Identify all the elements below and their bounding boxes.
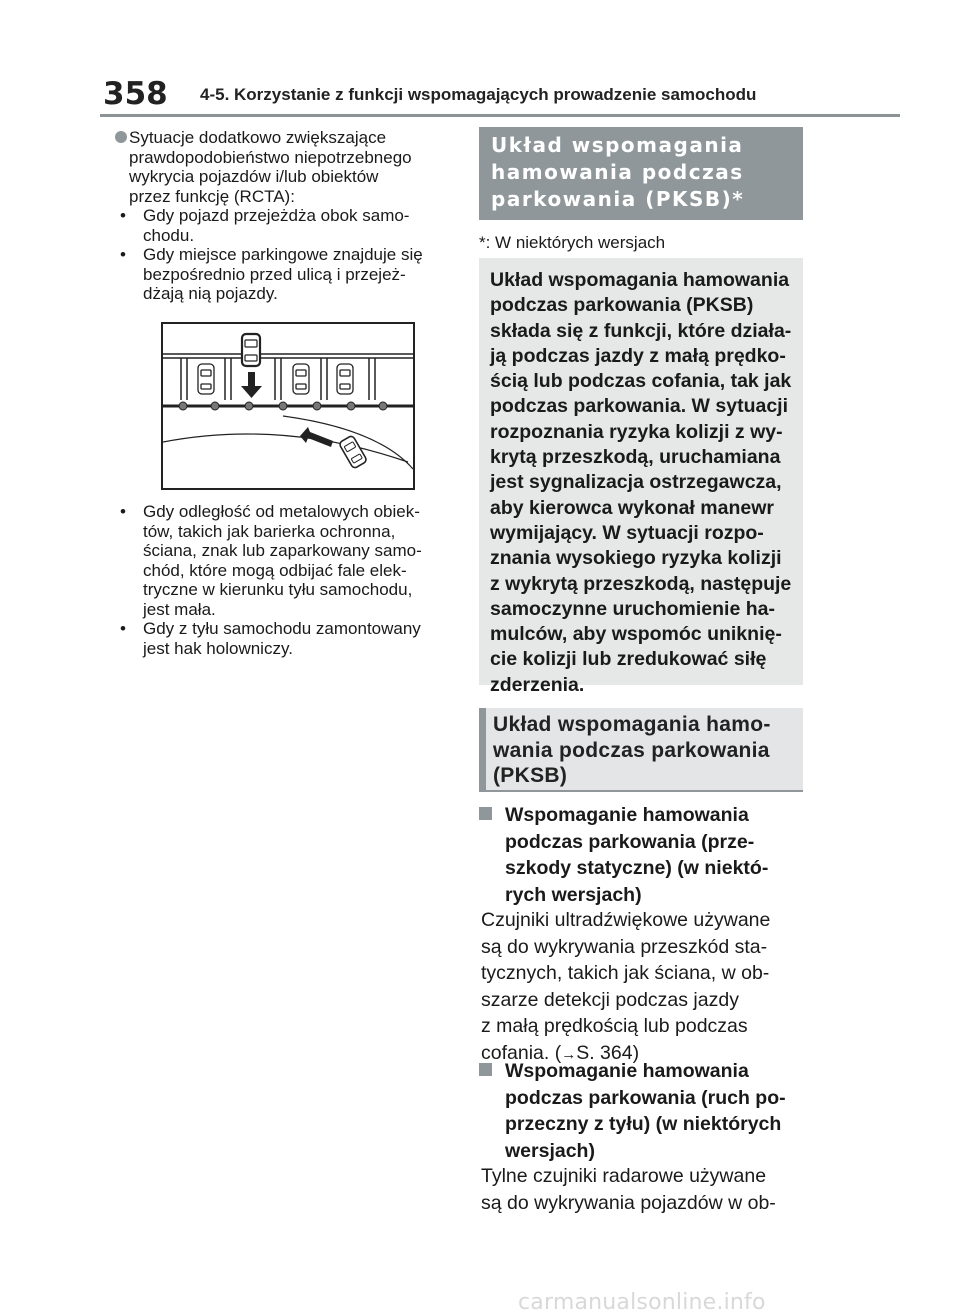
road-curve bbox=[163, 434, 408, 462]
bullet-symbol: • bbox=[120, 206, 126, 225]
page-number: 358 bbox=[103, 76, 168, 112]
heading-line: (PKSB) bbox=[493, 764, 568, 787]
header-rule bbox=[100, 114, 900, 117]
bullet-line: Gdy odległość od metalowych obiek- bbox=[143, 502, 420, 521]
summary-line: rozpoznania ryzyka kolizji z wy- bbox=[490, 420, 783, 443]
down-arrow-icon bbox=[241, 372, 262, 398]
gray-square-bullet-icon bbox=[479, 1063, 492, 1076]
approaching-car bbox=[339, 435, 368, 469]
bullet-symbol: • bbox=[120, 245, 126, 264]
bullet-line: jest hak holowniczy. bbox=[143, 638, 293, 658]
summary-line: składa się z funkcji, które działa- bbox=[490, 319, 792, 342]
bullet-item bbox=[115, 206, 455, 245]
summary-box bbox=[479, 258, 803, 696]
bullet-symbol: • bbox=[120, 619, 126, 638]
intro-line: Sytuacje dodatkowo zwiększające bbox=[129, 128, 387, 147]
bullet-item bbox=[115, 619, 460, 658]
paragraph-text: cofania. ( bbox=[481, 1041, 562, 1064]
summary-line: cie kolizji lub zredukować siłę bbox=[490, 648, 767, 671]
paragraph-line: Tylne czujniki radarowe używane bbox=[481, 1165, 767, 1187]
subsection-heading-text bbox=[493, 712, 803, 789]
summary-line: podczas parkowania. W sytuacji bbox=[490, 395, 789, 418]
intro-item bbox=[115, 128, 455, 206]
subsection-heading bbox=[479, 708, 803, 792]
summary-line: ją podczas jazdy z małą prędko- bbox=[490, 344, 786, 367]
paragraph-line: są do wykrywania przeszkód sta- bbox=[481, 935, 768, 958]
footnote: *: W niektórych wersjach bbox=[479, 233, 666, 252]
left-column-bottom bbox=[115, 502, 460, 658]
heading-line: Układ wspomagania hamo- bbox=[493, 713, 771, 736]
bullet-symbol: • bbox=[120, 502, 126, 521]
bullet-line: tów, takich jak barierka ochronna, bbox=[143, 521, 396, 541]
parking-illustration bbox=[161, 322, 415, 490]
intro-line: wykrycia pojazdów i/lub obiektów bbox=[129, 167, 379, 186]
bullet-item bbox=[115, 245, 455, 304]
summary-line: wymijający. W sytuacji rozpo- bbox=[490, 521, 764, 544]
heading-line: wania podczas parkowania bbox=[493, 738, 770, 762]
summary-line: z wykrytą przeszkodą, następuje bbox=[490, 572, 792, 595]
bullet-list-top bbox=[115, 206, 455, 304]
chapter-title: 4-5. Korzystanie z funkcji wspomagających prowadzenie samochodu bbox=[200, 85, 757, 104]
bullet-line: Gdy z tyłu samochodu zamontowany bbox=[143, 619, 421, 638]
section-title-box bbox=[479, 127, 803, 220]
heading-accent-bar bbox=[479, 708, 486, 792]
subheading-line: wersjach) bbox=[505, 1139, 595, 1162]
section-title-line: parkowania (PKSB)* bbox=[491, 187, 745, 211]
gray-square-bullet-icon bbox=[479, 807, 492, 820]
page-header bbox=[100, 72, 900, 118]
paragraph-line: tycznych, takich jak ściana, w ob- bbox=[481, 962, 770, 984]
bullet-item bbox=[115, 502, 460, 619]
paragraph-line: są do wykrywania pojazdów w ob- bbox=[481, 1191, 776, 1214]
page-reference-link[interactable]: S. 364) bbox=[576, 1041, 640, 1064]
bullet-line: bezpośrednio przed ulicą i przejeż- bbox=[143, 264, 406, 284]
heading-rule bbox=[479, 790, 803, 792]
bullet-line: chód, które mogą odbijać fale elek- bbox=[143, 560, 407, 580]
subheading-line: podczas parkowania (ruch po- bbox=[505, 1086, 786, 1109]
summary-line: aby kierowca wykonał manewr bbox=[490, 496, 774, 519]
subheading-line: podczas parkowania (prze- bbox=[505, 830, 755, 853]
approach-arrow-icon bbox=[300, 427, 333, 447]
bullet-line: tryczne w kierunku tyłu samochodu, bbox=[143, 580, 413, 599]
section-title-line: hamowania podczas bbox=[491, 160, 744, 184]
parking-diagram-svg bbox=[163, 324, 413, 488]
bullet-line: ściana, znak lub zaparkowany samo- bbox=[143, 541, 422, 560]
summary-line: znania wysokiego ryzyka kolizji bbox=[490, 547, 782, 570]
bullet-line: Gdy pojazd przejeżdża obok samo- bbox=[143, 206, 410, 225]
paragraph-line: Czujniki ultradźwiękowe używane bbox=[481, 909, 771, 931]
left-column-top bbox=[115, 128, 455, 304]
bullet-line: chodu. bbox=[143, 225, 195, 245]
subheading-line: Wspomaganie hamowania bbox=[505, 804, 749, 826]
bullet-line: Gdy miejsce parkingowe znajduje się bbox=[143, 245, 423, 264]
paragraph-line: z małą prędkością lub podczas bbox=[481, 1015, 748, 1037]
summary-line: podczas parkowania (PKSB) bbox=[490, 294, 754, 317]
subheading-line: rych wersjach) bbox=[505, 883, 642, 906]
subheading-static-obstacles bbox=[479, 802, 809, 908]
summary-line: samoczynne uruchomienie ha- bbox=[490, 597, 775, 620]
watermark: carmanualsonline.info bbox=[518, 1290, 766, 1315]
bullet-list-bottom bbox=[115, 502, 460, 658]
summary-line: Układ wspomagania hamowania bbox=[490, 269, 790, 291]
subheading-rear-cross-traffic bbox=[479, 1058, 809, 1164]
subheading-line: Wspomaganie hamowania bbox=[505, 1060, 749, 1082]
paragraph-ultrasonic bbox=[481, 907, 806, 1068]
subheading-line: przeczny z tyłu) (w niektórych bbox=[505, 1113, 782, 1135]
gray-circle-bullet-icon bbox=[115, 131, 127, 143]
summary-line: mulców, aby wspomóc uniknię- bbox=[490, 623, 782, 646]
summary-line: zderzenia. bbox=[490, 673, 585, 696]
summary-line: krytą przeszkodą, uruchamiana bbox=[490, 446, 781, 469]
summary-line: ścią lub podczas cofania, tak jak bbox=[490, 370, 792, 393]
arrow-right-icon: → bbox=[561, 1045, 577, 1063]
intro-line: przez funkcję (RCTA): bbox=[129, 186, 295, 206]
bullet-line: dżają nią pojazdy. bbox=[143, 284, 278, 303]
exiting-car bbox=[242, 334, 260, 366]
paragraph-line: szarze detekcji podczas jazdy bbox=[481, 988, 739, 1011]
section-title-line: Układ wspomagania bbox=[491, 133, 744, 157]
summary-line: jest sygnalizacja ostrzegawcza, bbox=[490, 471, 782, 494]
bullet-line: jest mała. bbox=[143, 599, 216, 619]
subheading-line: szkody statyczne) (w niektó- bbox=[505, 857, 769, 879]
paragraph-radar bbox=[481, 1163, 806, 1216]
intro-line: prawdopodobieństwo niepotrzebnego bbox=[129, 147, 412, 167]
